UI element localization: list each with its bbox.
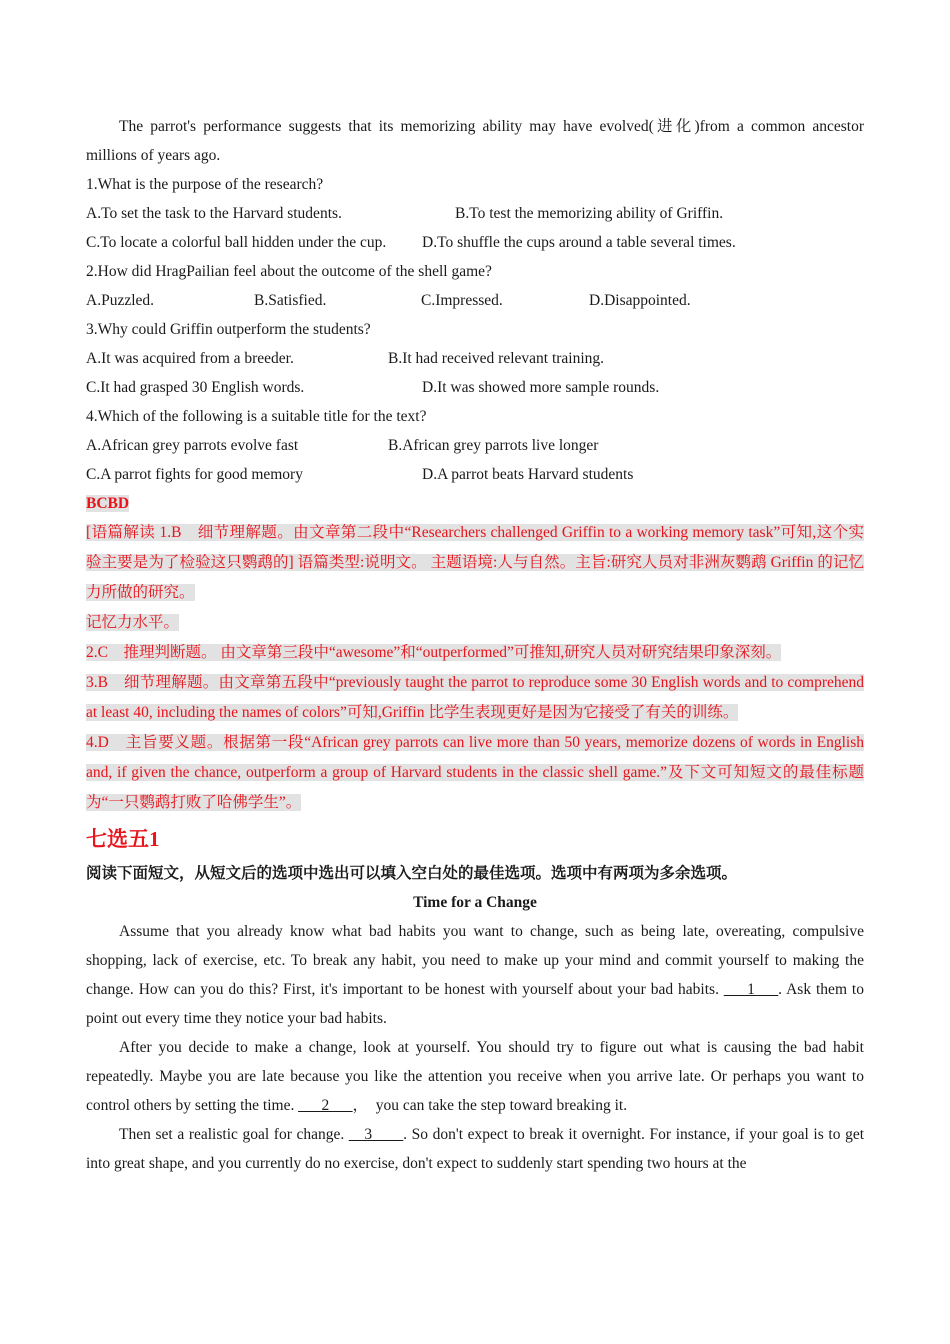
question-3-stem: 3.Why could Griffin outperform the students? xyxy=(86,321,371,338)
explanation-4: 4.D 主旨要义题。根据第一段“African grey parrots can live more than 50 years, memorize dozens of words in English and, if given the chance, outperform a group of Harvard students in the classic shell game.”及下文可知短文的最佳标题为“一只鹦鹉打败了哈佛学生”。 xyxy=(86,734,864,811)
section-heading: 七选五1 xyxy=(86,827,160,851)
question-4-option-c: C.A parrot fights for good memory xyxy=(86,466,303,483)
question-3-option-c: C.It had grasped 30 English words. xyxy=(86,379,305,396)
explanation-1: [语篇解读 1.B 细节理解题。由文章第二段中“Researchers challenged Griffin to a working memory task”可知,这个实验主要是为了检验这只鹦鹉的] 语篇类型:说明文。 主题语境:人与自然。主旨:研究人员对非洲灰鹦鹉 Griffin 的记忆力所做的研究。 xyxy=(86,524,864,601)
question-4-option-b: B.African grey parrots live longer xyxy=(388,437,599,454)
intro-paragraph: The parrot's performance suggests that its memorizing ability may have evolved(进化)from a common ancestor millions of years ago. xyxy=(86,118,864,164)
question-3-options-row-2 xyxy=(86,373,864,402)
question-2-option-b: B.Satisfied. xyxy=(254,292,327,309)
question-1-option-a: A.To set the task to the Harvard students. xyxy=(86,205,342,222)
passage-paragraph-3: Then set a realistic goal for change. __3____. So don't expect to break it overnight. For instance, if your goal is to get into great shape, and you currently do no exercise, don't expect to suddenly start spending two hours at the xyxy=(86,1126,865,1172)
passage-paragraph-1: Assume that you already know what bad habits you want to change, such as being late, overeating, compulsive shopping, lack of exercise, etc. To break any habit, you need to make up your mind and commit yourself to making the change. How can you do this? First, it's important to be honest with yourself about your bad habits. ___1___. Ask them to point out every time they notice your bad habits. xyxy=(86,923,864,1027)
blank-2: ___2___ xyxy=(298,1097,353,1114)
question-4-option-d: D.A parrot beats Harvard students xyxy=(422,466,634,483)
explanation-1-continued: 记忆力水平。 xyxy=(86,614,180,631)
question-1-stem: 1.What is the purpose of the research? xyxy=(86,176,324,193)
question-3-option-d: D.It was showed more sample rounds. xyxy=(422,379,660,396)
question-2-option-d: D.Disappointed. xyxy=(589,292,691,309)
question-1-option-c: C.To locate a colorful ball hidden under the cup. xyxy=(86,234,387,251)
question-3-options-row-1 xyxy=(86,344,864,373)
question-4-stem: 4.Which of the following is a suitable title for the text? xyxy=(86,408,427,425)
question-2-stem: 2.How did HragPailian feel about the outcome of the shell game? xyxy=(86,263,492,280)
blank-3: __3____ xyxy=(348,1126,404,1143)
question-4-options-row-2 xyxy=(86,460,864,489)
blank-1: ___1___ xyxy=(723,981,779,998)
explanation-2: 2.C 推理判断题。 由文章第三段中“awesome”和“outperformed”可推知,研究人员对研究结果印象深刻。 xyxy=(86,644,782,661)
document-page xyxy=(86,112,864,1178)
question-4-option-a: A.African grey parrots evolve fast xyxy=(86,437,299,454)
question-3-option-a: A.It was acquired from a breeder. xyxy=(86,350,294,367)
question-2-options xyxy=(86,286,864,315)
answer-key: BCBD xyxy=(86,495,130,512)
question-1-options-row-1 xyxy=(86,199,864,228)
question-2-option-c: C.Impressed. xyxy=(421,292,503,309)
question-1-options-row-2 xyxy=(86,228,864,257)
passage-paragraph-2: After you decide to make a change, look at yourself. You should try to figure out what is causing the bad habit repeatedly. Maybe you are late because you like the attention you receive when you arrive late. Or perhaps you want to control others by setting the time. ___2___， you can take the step toward breaking it. xyxy=(86,1039,864,1114)
question-3-option-b: B.It had received relevant training. xyxy=(388,350,605,367)
passage-title: Time for a Change xyxy=(413,894,537,911)
question-1-option-b: B.To test the memorizing ability of Griffin. xyxy=(455,205,724,222)
question-1-option-d: D.To shuffle the cups around a table several times. xyxy=(422,234,736,251)
question-2-option-a: A.Puzzled. xyxy=(86,292,155,309)
question-4-options-row-1 xyxy=(86,431,864,460)
explanation-3: 3.B 细节理解题。由文章第五段中“previously taught the parrot to reproduce some 30 English words and to comprehend at least 40, including the names of colors”可知,Griffin 比学生表现更好是因为它接受了有关的训练。 xyxy=(86,674,864,721)
section-instruction: 阅读下面短文，从短文后的选项中选出可以填入空白处的最佳选项。选项中有两项为多余选项。 xyxy=(86,864,738,882)
